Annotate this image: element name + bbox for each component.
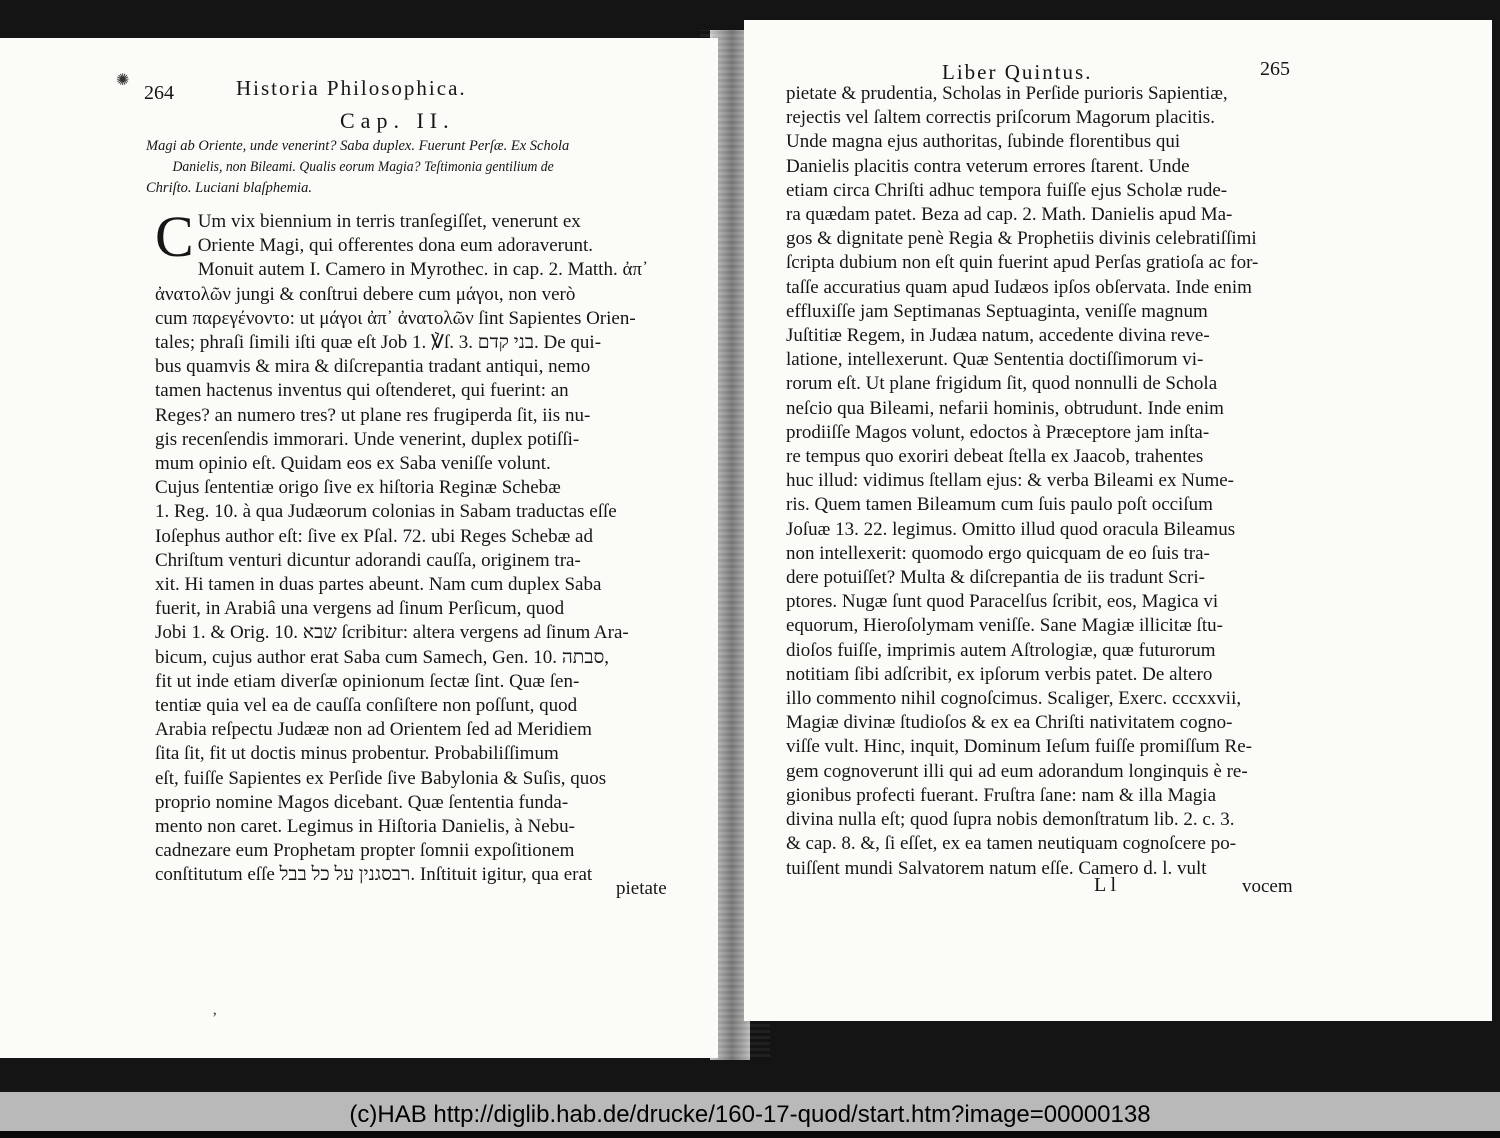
body-line: gem cognoverunt illi qui ad eum adorandum longinquis è re- [786, 760, 1248, 782]
right-catchword: vocem [1242, 876, 1293, 897]
body-line: Arabia reſpectu Judææ non ad Orientem ſed ad Meridiem [155, 719, 592, 741]
body-line: tuiſſent mundi Salvatorem natum eſſe. Camero d. l. vult [786, 857, 1207, 879]
body-line: etiam circa Chriſti adhuc tempora fuiſſe ejus Scholæ rude- [786, 179, 1228, 201]
body-line: rorum eſt. Ut plane frigidum ſit, quod nonnulli de Schola [786, 373, 1218, 395]
body-line: xit. Hi tamen in duas partes abeunt. Nam cum duplex Saba [155, 574, 602, 596]
body-line: fit ut inde etiam diverſæ opinionum ſectæ ſint. Quæ ſen- [155, 670, 580, 692]
right-page-number: 265 [1260, 58, 1290, 80]
body-line: tales; phraſi ſimili iſti quæ eſt Job 1. ℣ſ. 3. בני קדם. De qui- [155, 332, 602, 354]
body-line: taſſe accuratius quam apud Iudæos ipſos obſervata. Inde enim [786, 276, 1252, 298]
body-line: dioſos fuiſſe, imprimis autem Aſtrologiæ, quæ futurorum [786, 639, 1216, 661]
body-line: Ioſephus author eſt: ſive ex Pſal. 72. ubi Reges Schebæ ad [155, 525, 593, 547]
right-page [744, 20, 1492, 1021]
right-body-text [786, 82, 1304, 881]
body-line: Jobi 1. & Orig. 10. שבא ſcribitur: altera vergens ad ſinum Ara- [155, 622, 629, 644]
body-line: gos & dignitate penè Regia & Prophetiis divinis celebratiſſimi [786, 228, 1257, 250]
body-line: Monuit autem I. Camero in Myrothec. in cap. 2. Matth. ἀπ᾽ [197, 259, 649, 281]
body-line: gis recenſendis immorari. Unde venerint, duplex potiſſi- [155, 428, 580, 450]
body-line: re tempus quo exoriri debeat ſtella ex Jaacob, trahentes [786, 446, 1204, 468]
body-line: latione, intellexerunt. Quæ Sententia doctiſſimorum vi- [786, 349, 1204, 371]
body-line: mum opinio eſt. Quidam eos ex Saba veniſſe volunt. [155, 453, 551, 475]
body-line: Cujus ſententiæ origo ſive ex hiſtoria Reginæ Schebæ [155, 477, 561, 499]
left-page-number: 264 [144, 82, 174, 104]
body-line: tentiæ quia vel ea de cauſſa conſiſtere non poſſunt, quod [155, 695, 578, 717]
ink-blot-mark: ✺ [116, 72, 130, 89]
body-line: Unde magna ejus authoritas, ſubinde florentibus qui [786, 131, 1181, 153]
left-body-text [155, 204, 680, 888]
body-line: eſt, fuiſſe Sapientes ex Perſide ſive Babylonia & Suſis, quos [155, 767, 607, 789]
drop-cap: C [155, 204, 194, 269]
body-line: neſcio qua Bileami, nefarii hominis, obtrudunt. Inde enim [786, 397, 1224, 419]
body-line: bicum, cujus author erat Saba cum Samech, Gen. 10. סבתה, [155, 646, 610, 668]
body-line: tamen hactenus inventus qui oſtenderet, qui fuerint: an [155, 380, 569, 402]
body-line: Danielis placitis contra veterum errores ſtarent. Unde [786, 155, 1190, 177]
left-page [0, 38, 718, 1058]
body-line: mento non caret. Legimus in Hiſtoria Danielis, à Nebu- [155, 816, 575, 838]
body-line: divina nulla eſt; quod ſupra nobis demonſtratum lib. 2. c. 3. [786, 809, 1235, 831]
signature-mark: L l [1094, 874, 1117, 896]
body-line: pietate & prudentia, Scholas in Perſide purioris Sapientiæ, [786, 83, 1228, 104]
body-line: Joſuæ 13. 22. legimus. Omitto illud quod oracula Bileamus [786, 518, 1236, 540]
summary-line: Danielis, non Bileami. Qualis eorum Magia? Teſtimonia gentilium de [172, 159, 554, 175]
body-line: non intellexerit: quomodo ergo quicquam de eo ſuis tra- [786, 542, 1210, 564]
ink-speck: ʼ [212, 1010, 218, 1027]
body-line: conſtitutum eſſe רבסגנין על כל בבל. Inſtituit igitur, qua erat [155, 864, 593, 886]
body-line: viſſe vult. Hinc, inquit, Dominum Ieſum fuiſſe promiſſum Re- [786, 736, 1252, 758]
image-credit-footer: (c)HAB http://diglib.hab.de/drucke/160-17-quod/start.htm?image=00000138 [0, 1092, 1500, 1131]
left-catchword: pietate [616, 878, 667, 899]
body-line: bus quamvis & mira & diſcrepantia tradant antiqui, nemo [155, 356, 591, 378]
body-line: 1. Reg. 10. à qua Judæorum colonias in Sabam traductas eſſe [155, 501, 617, 523]
body-line: Juſtitiæ Regem, in Judæa natum, accedente divina reve- [786, 325, 1210, 347]
body-line: prodiiſſe Magos volunt, edoctos à Præceptore jam inſta- [786, 421, 1210, 443]
body-line: Oriente Magi, qui offerentes dona eum adoraverunt. [197, 235, 594, 257]
body-line: fuerit, in Arabiâ una vergens ad ſinum Perſicum, quod [155, 598, 565, 620]
body-line: gionibus profecti fuerant. Fruſtra ſane: nam & illa Magia [786, 784, 1217, 806]
body-line: Reges? an numero tres? ut plane res frugiperda ſit, iis nu- [155, 404, 591, 426]
body-line: cum παρεγένοντο: ut μάγοι ἀπ᾽ ἀνατολῶν ſint Sapientes Orien- [155, 307, 636, 329]
right-running-head: Liber Quintus. [942, 60, 1093, 84]
body-line: dere potuiſſet? Multa & diſcrepantia de iis tradunt Scri- [786, 567, 1205, 589]
chapter-summary [146, 136, 666, 199]
body-line: ra quædam patet. Beza ad cap. 2. Math. Danielis apud Ma- [786, 204, 1233, 226]
summary-line: Magi ab Oriente, unde venerint? Saba duplex. Fuerunt Perſæ. Ex Schola [146, 138, 570, 154]
body-line: proprio nomine Magos dicebant. Quæ ſententia funda- [155, 791, 569, 813]
chapter-heading: Cap. II. [340, 108, 455, 133]
body-line: Um vix biennium in terris tranſegiſſet, venerunt ex [197, 211, 581, 232]
body-line: ptores. Nugæ ſunt quod Paracelſus ſcribit, eos, Magica vi [786, 591, 1219, 613]
body-line: ris. Quem tamen Bileamum cum ſuis paulo poſt occiſum [786, 494, 1213, 516]
body-line: Chriſtum venturi dicuntur adorandi cauſſa, originem tra- [155, 549, 581, 571]
body-line: & cap. 8. &, ſi eſſet, ex ea tamen neutiquam cognoſcere po- [786, 833, 1237, 855]
body-line: huc illud: vidimus ſtellam ejus: & verba Bileami ex Nume- [786, 470, 1234, 492]
body-line: ſita ſit, fit ut doctis minus probentur. Probabiliſſimum [155, 743, 559, 765]
summary-line: Chriſto. Luciani blaſphemia. [146, 180, 312, 196]
body-line: equorum, Hieroſolymam veniſſe. Sane Magiæ illicitæ ſtu- [786, 615, 1223, 637]
body-line: ἀνατολῶν jungi & conſtrui debere cum μάγοι, non verò [155, 283, 576, 305]
body-line: notitiam ſibi adſcribit, ex ipſorum verbis patet. De altero [786, 663, 1213, 685]
body-line: effluxiſſe jam Septimanas Septuaginta, veniſſe magnum [786, 300, 1208, 322]
body-line: illo commento nihil cognoſcimus. Scaliger, Exerc. cccxxvii, [786, 688, 1242, 710]
body-line: cadnezare eum Prophetam propter ſomnii expoſitionem [155, 840, 575, 862]
body-line: ſcripta dubium non eſt quin fuerint apud Perſas gratioſa ac for- [786, 252, 1259, 274]
body-line: rejectis vel ſaltem correctis priſcorum Magorum placitis. [786, 107, 1215, 129]
body-line: Magiæ divinæ ſtudioſos & ex ea Chriſti nativitatem cogno- [786, 712, 1233, 734]
left-running-head: Historia Philosophica. [236, 76, 467, 100]
